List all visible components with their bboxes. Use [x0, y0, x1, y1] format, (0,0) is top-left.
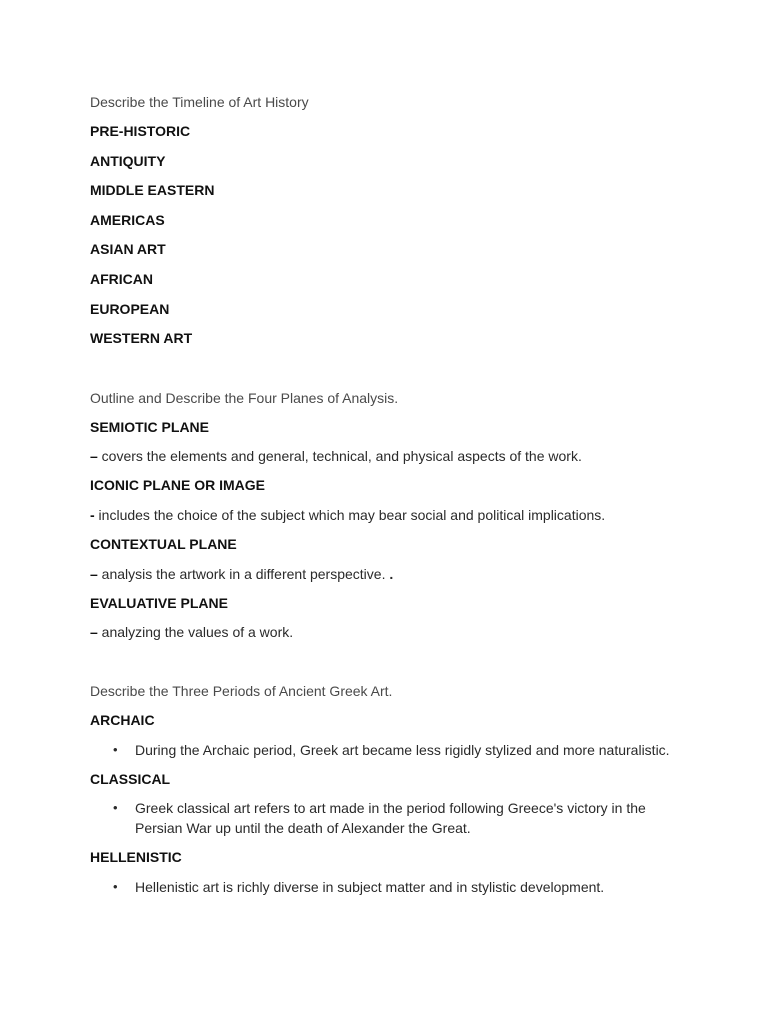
- trailing-period: .: [389, 565, 394, 582]
- plane-description-text: covers the elements and general, technical, and physical aspects of the work.: [97, 448, 582, 465]
- period-heading: CLASSICAL: [90, 770, 171, 787]
- dash-mark: –: [90, 565, 98, 582]
- plane-description: [90, 446, 690, 466]
- dash-mark: –: [90, 448, 98, 465]
- timeline-item: AFRICAN: [90, 270, 153, 287]
- dash-mark: -: [90, 506, 95, 523]
- timeline-item: MIDDLE EASTERN: [90, 182, 215, 199]
- list-item: [90, 740, 675, 760]
- plane-description: [90, 622, 690, 642]
- plane-description: [90, 564, 690, 584]
- plane-description-text: includes the choice of the subject which may bear social and political implications.: [94, 506, 606, 523]
- period-heading: HELLENISTIC: [90, 849, 182, 866]
- period-description: Greek classical art refers to art made in the period following Greece's victory in the Persian War up until the death of Alexander the Great.: [135, 800, 646, 837]
- plane-heading: CONTEXTUAL PLANE: [90, 535, 237, 552]
- plane-description: [90, 505, 690, 525]
- question-greek-periods: Describe the Three Periods of Ancient Greek Art.: [90, 683, 393, 700]
- period-description: Hellenistic art is richly diverse in subject matter and in stylistic development.: [135, 878, 605, 895]
- question-planes: Outline and Describe the Four Planes of Analysis.: [90, 389, 399, 406]
- timeline-item: AMERICAS: [90, 211, 165, 228]
- plane-heading: ICONIC PLANE OR IMAGE: [90, 477, 266, 494]
- spacer: [90, 651, 690, 681]
- bullet-list: [90, 798, 690, 838]
- period-heading: ARCHAIC: [90, 712, 155, 729]
- period-description: During the Archaic period, Greek art became less rigidly stylized and more naturalistic.: [135, 741, 670, 758]
- timeline-item: ANTIQUITY: [90, 152, 166, 169]
- bullet-list: [90, 740, 690, 760]
- document-page: [90, 92, 690, 906]
- spacer: [90, 358, 690, 388]
- bullet-icon: •: [113, 878, 118, 894]
- bullet-list: [90, 877, 690, 897]
- plane-heading: SEMIOTIC PLANE: [90, 418, 210, 435]
- timeline-item: PRE-HISTORIC: [90, 123, 191, 139]
- list-item: [90, 877, 675, 897]
- dash-mark: –: [90, 624, 98, 641]
- plane-description-text: analyzing the values of a work.: [97, 624, 294, 641]
- timeline-item: ASIAN ART: [90, 241, 166, 258]
- timeline-item: WESTERN ART: [90, 330, 193, 347]
- plane-heading: EVALUATIVE PLANE: [90, 594, 228, 611]
- bullet-icon: •: [113, 800, 118, 816]
- bullet-icon: •: [113, 741, 118, 757]
- timeline-item: EUROPEAN: [90, 300, 170, 317]
- question-timeline: Describe the Timeline of Art History: [90, 94, 309, 110]
- plane-description-text: analysis the artwork in a different perspective.: [97, 565, 390, 582]
- list-item: [90, 798, 675, 838]
